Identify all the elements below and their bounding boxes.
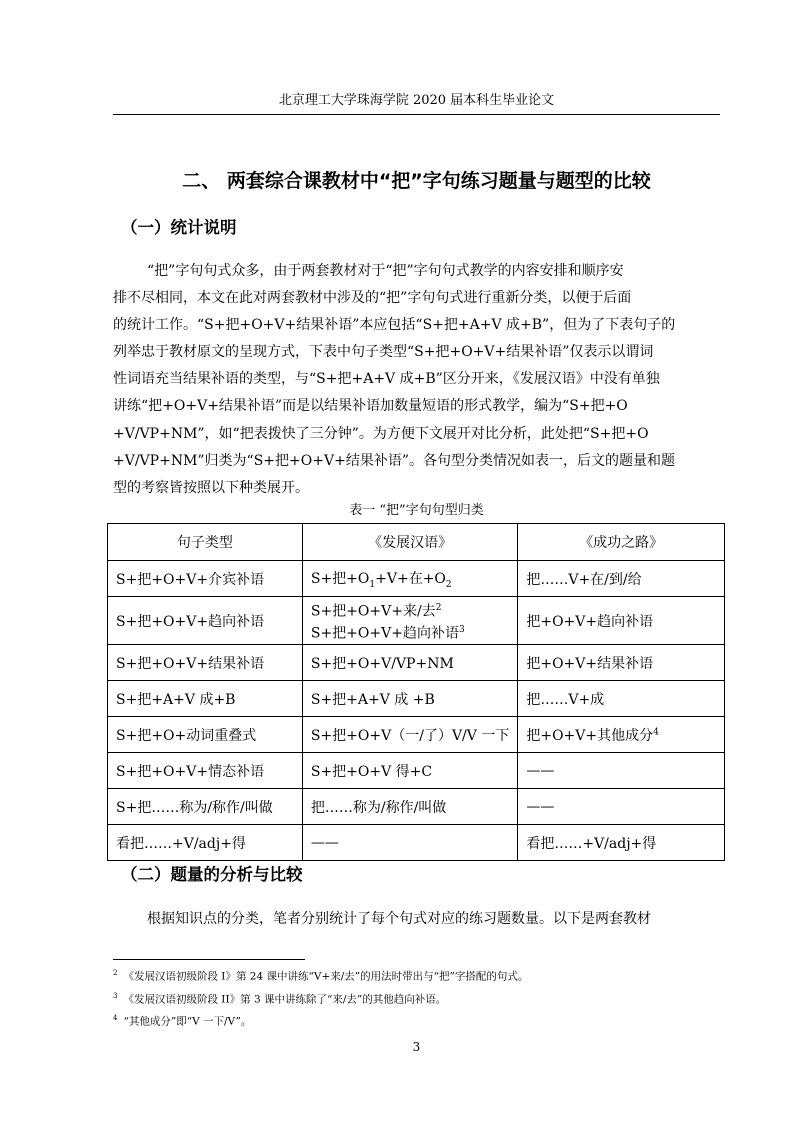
footnote-mark: 2 — [113, 969, 118, 977]
table-row — [108, 825, 725, 861]
paragraph-line: 性词语充当结果补语的类型，与“S+把+A+V 成+B”区分开来，《发展汉语》中没有单独 — [113, 371, 660, 388]
table-row — [108, 597, 725, 645]
table-row — [108, 789, 725, 825]
table-header-row — [108, 524, 725, 561]
paragraph-line: +V/VP+NM”，如“把表拨快了三分钟”。为方便下文展开对比分析，此处把“S+把+O — [113, 425, 649, 442]
table-row — [108, 645, 725, 681]
table-cell: 把+O+V+其他成分$^4$ — [518, 717, 725, 753]
paragraph-line: “把”字句句式众多，由于两套教材对于“把”字句句式教学的内容安排和顺序安 — [147, 263, 624, 279]
subsection-heading-1: （一）统计说明 — [121, 218, 237, 237]
page-number: 3 — [412, 1040, 421, 1054]
table-cell: S+把+O+V+情态补语 — [108, 753, 303, 789]
table-row — [108, 717, 725, 753]
footnote-rule — [113, 959, 305, 960]
table-cell: 看把……+V/adj+得 — [518, 825, 725, 861]
paragraph-line: 的统计工作。“S+把+O+V+结果补语”本应包括“S+把+A+V 成+B”，但为了下表句子的 — [113, 317, 676, 334]
paragraph-line: +V/VP+NM”归类为“S+把+O+V+结果补语”。各句型分类情况如表一，后文的题量和题 — [113, 452, 675, 469]
subsection-heading-2: （二）题量的分析与比较 — [121, 865, 303, 884]
paragraph-line: 列举忠于教材原文的呈现方式，下表中句子类型“S+把+O+V+结果补语”仅表示以谓词 — [113, 344, 654, 361]
table-cell: S+把+O+动词重叠式 — [108, 717, 303, 753]
table-cell: —— — [302, 825, 517, 861]
table-cell: S+把+O+V+介宾补语 — [108, 561, 303, 597]
table-cell: 把……V+在/到/给 — [518, 561, 725, 597]
table-cell: S+把+O+V/VP+NM — [302, 645, 517, 681]
footnote-mark: 3 — [113, 992, 118, 1000]
table-cell: S+把+O+V（一/了）V/V 一下 — [302, 717, 517, 753]
table-row — [108, 681, 725, 717]
table-cell: S+把+O+V 得+C — [302, 753, 517, 789]
table-cell: 看把……+V/adj+得 — [108, 825, 303, 861]
table-row — [108, 561, 725, 597]
column-header: 《成功之路》 — [518, 524, 725, 561]
table-cell: S+把+O+V+趋向补语 — [108, 597, 303, 645]
footnote-text: “其他成分”即“V 一下/V”。 — [123, 1015, 252, 1028]
table-cell: —— — [518, 753, 725, 789]
table-row — [108, 753, 725, 789]
table-caption: 表一 “把”字句句型归类 — [349, 503, 484, 518]
table-cell: S+把+O+V+来/去$^2$ S+把+O+V+趋向补语$^3$ — [302, 597, 517, 645]
footnote-ref: 4 — [653, 727, 659, 738]
column-header: 句子类型 — [108, 524, 303, 561]
table-cell: S+把+A+V 成+B — [108, 681, 303, 717]
header-rule — [113, 114, 720, 115]
footnote — [113, 966, 528, 984]
footnote-ref: 3 — [458, 624, 465, 635]
table-cell: —— — [518, 789, 725, 825]
table-cell: S+把+O+V+结果补语 — [108, 645, 303, 681]
body-paragraph-2: 根据知识点的分类，笔者分别统计了每个句式对应的练习题数量。以下是两套教材 — [147, 911, 651, 927]
table-cell: S+把……称为/称作/叫做 — [108, 789, 303, 825]
paragraph-line: 型的考察皆按照以下种类展开。 — [113, 479, 309, 496]
table-cell: 把……称为/称作/叫做 — [302, 789, 517, 825]
footnote-ref: 2 — [435, 603, 442, 613]
footnote — [113, 989, 446, 1007]
section-title: 二、 两套综合课教材中“把”字句练习题量与题型的比较 — [182, 170, 651, 192]
footnote-text: 《发展汉语初级阶段 I》第 24 课中讲练“V+来/去”的用法时带出与“把”字搭配的句式。 — [123, 970, 529, 983]
paragraph-line: 讲练“把+O+V+结果补语”而是以结果补语加数量短语的形式教学，编为“S+把+O — [113, 398, 628, 415]
running-header: 北京理工大学珠海学院 2020 届本科生毕业论文 — [278, 93, 555, 108]
table-cell: S+把+A+V 成 +B — [302, 681, 517, 717]
table-cell: 把+O+V+趋向补语 — [518, 597, 725, 645]
paragraph-line: 排不尽相同，本文在此对两套教材中涉及的“把”字句句式进行重新分类，以便于后面 — [113, 290, 632, 307]
column-header: 《发展汉语》 — [302, 524, 517, 561]
footnote-text: 《发展汉语初级阶段 II》第 3 课中讲练除了“来/去”的其他趋向补语。 — [123, 993, 447, 1006]
body-paragraph — [113, 258, 720, 502]
table-cell: S+把$+O_1+V+$在$+O_2$ — [302, 561, 517, 597]
footnote — [113, 1011, 251, 1029]
sentence-type-table — [107, 523, 725, 861]
table-cell: 把+O+V+结果补语 — [518, 645, 725, 681]
table-cell: 把……V+成 — [518, 681, 725, 717]
footnote-mark: 4 — [113, 1014, 118, 1022]
